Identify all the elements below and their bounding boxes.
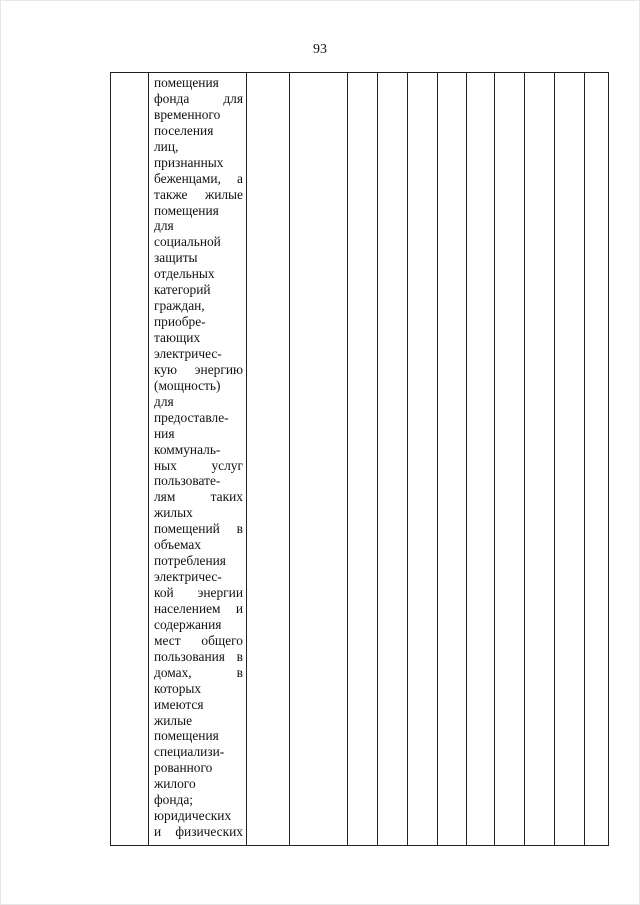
description-line: которых	[154, 680, 202, 696]
description-line: специализи-	[154, 744, 225, 760]
description-line: граждан,	[154, 298, 205, 314]
description-line: признанных	[154, 154, 224, 170]
description-line: населением и	[154, 600, 243, 616]
description-line: жилые	[154, 712, 193, 728]
page-number: 93	[313, 42, 327, 57]
description-line: содержания	[154, 616, 222, 632]
description-line: временного	[154, 106, 221, 122]
description-line: объемах	[154, 537, 202, 553]
description-line: рованного	[154, 760, 213, 776]
description-line: помещения	[154, 202, 219, 218]
consumer-category-cell	[149, 73, 247, 846]
description-line: лям таких	[154, 489, 243, 505]
description-line: коммуналь-	[154, 441, 221, 457]
description-line: социальной	[154, 234, 221, 250]
description-line: (мощность)	[154, 377, 221, 393]
description-line: электричес-	[154, 569, 222, 585]
empty-cell	[525, 73, 555, 846]
table-row	[111, 73, 609, 846]
description-line: тающих	[154, 330, 201, 345]
empty-cell	[408, 73, 438, 846]
description-line: категорий	[154, 282, 211, 298]
description-line: помещения	[154, 75, 219, 90]
description-line: приобре-	[154, 314, 206, 330]
description-line: для	[154, 393, 174, 409]
description-line: беженцами, а	[154, 170, 243, 186]
description-line: пользовате-	[154, 473, 221, 489]
empty-cell	[378, 73, 408, 846]
empty-cell	[467, 73, 495, 846]
row-number-cell	[111, 73, 149, 846]
description-line: для	[154, 218, 174, 234]
description-line: лиц,	[154, 138, 179, 154]
description-line: пользования в	[154, 648, 243, 664]
empty-cell	[585, 73, 609, 846]
description-line: мест общего	[154, 632, 243, 648]
description-line: ных услуг	[154, 457, 243, 473]
tariff-table-fragment	[110, 72, 609, 846]
description-line: и физических	[154, 824, 243, 840]
description-line: помещений в	[154, 521, 243, 537]
empty-cell	[495, 73, 525, 846]
description-line: предоставле-	[154, 409, 229, 425]
description-line: домах, в	[154, 664, 243, 680]
description-line: ния	[154, 425, 175, 441]
description-line: фонда для	[154, 90, 243, 106]
description-line: помещения	[154, 728, 219, 744]
description-line: имеются	[154, 696, 204, 712]
description-line: также жилые	[154, 186, 243, 202]
description-line: кую энергию	[154, 361, 243, 377]
empty-cell	[555, 73, 585, 846]
empty-cell	[438, 73, 467, 846]
empty-cell	[247, 73, 290, 846]
description-line: юридических	[154, 808, 232, 824]
description-line: кой энергии	[154, 585, 243, 600]
empty-cell	[290, 73, 348, 846]
description-line: жилых	[154, 505, 193, 521]
description-line: поселения	[154, 122, 214, 138]
consumer-category-text	[154, 75, 243, 840]
description-line: фонда;	[154, 792, 194, 808]
empty-cell	[348, 73, 378, 846]
description-line: потребления	[154, 553, 226, 569]
description-line: отдельных	[154, 266, 215, 282]
description-line: защиты	[154, 250, 198, 266]
description-line: электричес-	[154, 345, 222, 361]
description-line: жилого	[154, 776, 196, 792]
